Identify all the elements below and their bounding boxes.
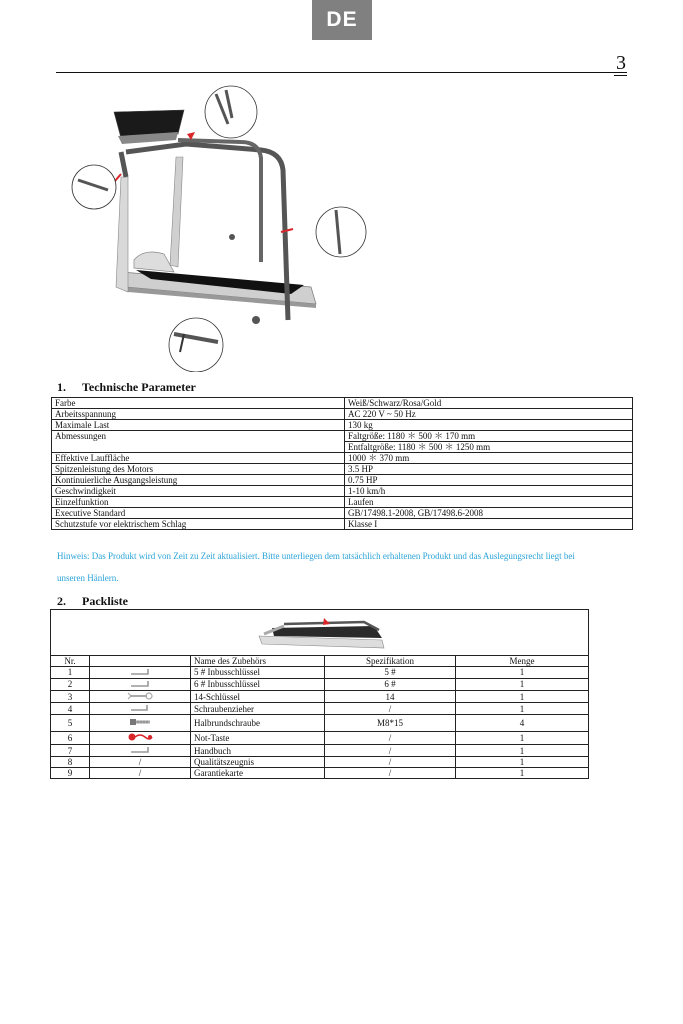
item-spec: /: [325, 732, 456, 745]
item-name: Halbrundschraube: [191, 715, 325, 732]
param-value: Klasse I: [345, 519, 633, 530]
param-row: [52, 420, 633, 431]
param-key: Executive Standard: [52, 508, 345, 519]
packing-list-row: [51, 715, 589, 732]
header-nr: Nr.: [51, 656, 90, 667]
param-row: [52, 431, 633, 442]
param-key: Arbeitsspannung: [52, 409, 345, 420]
param-value: GB/17498.1-2008, GB/17498.6-2008: [345, 508, 633, 519]
param-row: [52, 486, 633, 497]
product-update-note: Hinweis: Das Produkt wird von Zeit zu Zeit aktualisiert. Bitte unterliegen dem tatsächlich erhaltenen Produkt und das Auslegungsrecht liegt bei unseren Hänlern.: [57, 551, 575, 583]
technical-parameters-table: [51, 397, 633, 530]
item-qty: 1: [456, 667, 589, 679]
item-image-cell: /: [90, 768, 191, 779]
item-name: 6 # Inbusschlüssel: [191, 678, 325, 690]
item-number: 5: [51, 715, 90, 732]
item-spec: /: [325, 745, 456, 757]
param-row: [52, 508, 633, 519]
item-image-cell: /: [90, 757, 191, 768]
param-value: 1-10 km/h: [345, 486, 633, 497]
item-number: 8: [51, 757, 90, 768]
item-image-cell: [90, 678, 191, 690]
item-image-cell: [90, 703, 191, 715]
hex-key-icon: [129, 680, 151, 690]
item-name: Garantiekarte: [191, 768, 325, 779]
item-name: Schraubenzieher: [191, 703, 325, 715]
param-value: Laufen: [345, 497, 633, 508]
param-key: Kontinuierliche Ausgangsleistung: [52, 475, 345, 486]
packing-list-row: [51, 678, 589, 690]
item-name: Handbuch: [191, 745, 325, 757]
item-spec: 6 #: [325, 678, 456, 690]
item-name: Not-Taste: [191, 732, 325, 745]
page-number: 3: [616, 52, 626, 74]
param-value: 1000 ＊ 370 mm: [345, 453, 633, 464]
param-row: [52, 475, 633, 486]
packing-list-table: [50, 655, 589, 779]
packing-list-row: [51, 757, 589, 768]
item-qty: 1: [456, 703, 589, 715]
item-qty: 1: [456, 690, 589, 702]
item-number: 6: [51, 732, 90, 745]
item-qty: 1: [456, 768, 589, 779]
param-value: AC 220 V ~ 50 Hz: [345, 409, 633, 420]
page-number-underline: [614, 75, 627, 76]
item-image-cell: [90, 732, 191, 745]
item-number: 1: [51, 667, 90, 679]
param-key: Effektive Lauffläche: [52, 453, 345, 464]
item-qty: 1: [456, 732, 589, 745]
folded-treadmill-image: [254, 614, 389, 652]
item-image-cell: [90, 667, 191, 679]
param-value: Entfaltgröße: 1180 ＊ 500 ＊ 1250 mm: [345, 442, 633, 453]
param-key: Maximale Last: [52, 420, 345, 431]
item-spec: /: [325, 757, 456, 768]
treadmill-assembly-illustration: [66, 82, 376, 372]
param-row: [52, 409, 633, 420]
packing-list-header-row: [51, 656, 589, 667]
param-key: Einzelfunktion: [52, 497, 345, 508]
item-number: 2: [51, 678, 90, 690]
item-number: 9: [51, 768, 90, 779]
item-name: 5 # Inbusschlüssel: [191, 667, 325, 679]
param-key: Geschwindigkeit: [52, 486, 345, 497]
header-name: Name des Zubehörs: [191, 656, 325, 667]
screwdriver-icon: [129, 704, 151, 714]
item-spec: 14: [325, 690, 456, 702]
item-number: 3: [51, 690, 90, 702]
param-row: [52, 398, 633, 409]
param-value: 0.75 HP: [345, 475, 633, 486]
item-qty: 1: [456, 757, 589, 768]
item-qty: 4: [456, 715, 589, 732]
item-image-cell: [90, 745, 191, 757]
hex-key-icon: [129, 668, 151, 678]
packing-list-row: [51, 732, 589, 745]
param-row: [52, 519, 633, 530]
packing-list-row: [51, 703, 589, 715]
item-qty: 1: [456, 678, 589, 690]
item-spec: /: [325, 768, 456, 779]
item-name: 14-Schlüssel: [191, 690, 325, 702]
header-rule: [56, 72, 627, 73]
param-row: [52, 464, 633, 475]
item-qty: 1: [456, 745, 589, 757]
section-packing-list-title: 2. Packliste: [57, 594, 128, 608]
language-badge: DE: [312, 0, 372, 40]
param-row: [52, 453, 633, 464]
param-value: Weiß/Schwarz/Rosa/Gold: [345, 398, 633, 409]
safety-key-icon: [126, 732, 154, 744]
param-key: Spitzenleistung des Motors: [52, 464, 345, 475]
item-number: 7: [51, 745, 90, 757]
item-number: 4: [51, 703, 90, 715]
packing-list-row: [51, 768, 589, 779]
header-qty: Menge: [456, 656, 589, 667]
param-key: Schutzstufe vor elektrischem Schlag: [52, 519, 345, 530]
bolt-icon: [128, 717, 152, 729]
header-spec: Spezifikation: [325, 656, 456, 667]
packing-list-row: [51, 690, 589, 702]
param-value: 130 kg: [345, 420, 633, 431]
param-value: Faltgröße: 1180 ＊ 500 ＊ 170 mm: [345, 431, 633, 442]
param-key: Abmessungen: [52, 431, 345, 453]
wrench-icon: [127, 691, 153, 702]
packing-list-row: [51, 667, 589, 679]
manual-icon: [129, 746, 151, 756]
item-name: Qualitätszeugnis: [191, 757, 325, 768]
item-spec: M8*15: [325, 715, 456, 732]
header-image: [90, 656, 191, 667]
param-value: 3.5 HP: [345, 464, 633, 475]
param-row: [52, 497, 633, 508]
item-spec: /: [325, 703, 456, 715]
packed-treadmill-image-frame: [50, 609, 589, 655]
item-image-cell: [90, 715, 191, 732]
item-spec: 5 #: [325, 667, 456, 679]
section-technical-parameters-title: 1. Technische Parameter: [57, 380, 196, 394]
packing-list-row: [51, 745, 589, 757]
param-key: Farbe: [52, 398, 345, 409]
item-image-cell: [90, 690, 191, 702]
